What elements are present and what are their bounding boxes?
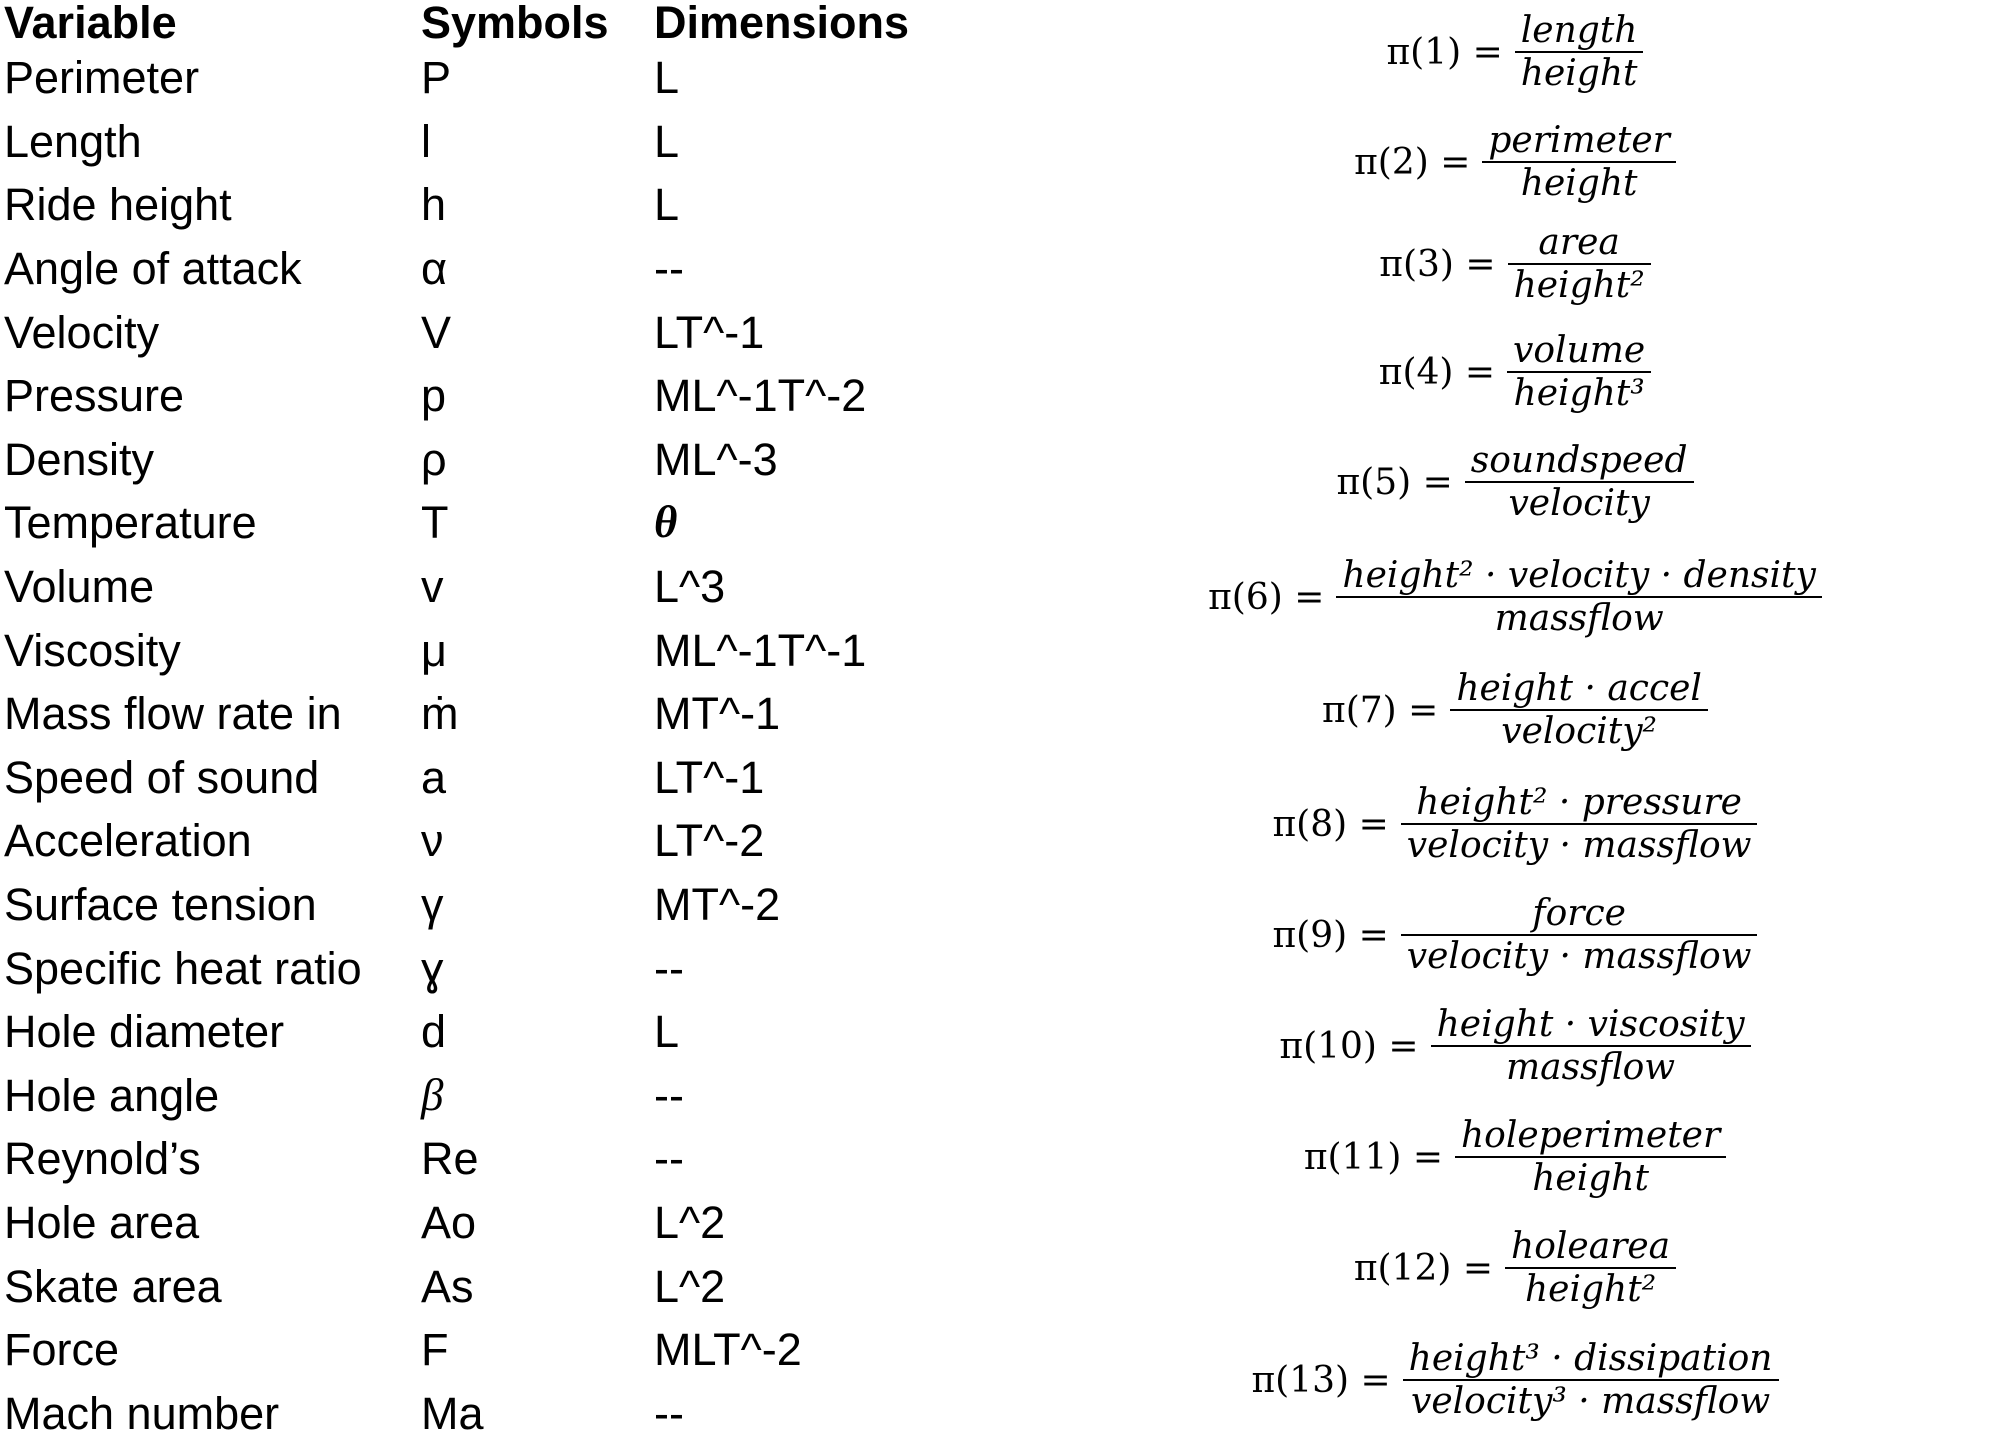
dimension-cell: --	[654, 1069, 684, 1121]
formula-lhs: π(6) =	[1208, 576, 1325, 618]
table-row	[0, 1254, 960, 1318]
variable-cell: Density	[4, 433, 155, 485]
formula-lhs: π(11) =	[1303, 1136, 1443, 1178]
symbol-cell: ɣ	[421, 942, 444, 994]
variable-cell: Pressure	[4, 370, 185, 422]
table-row	[0, 1381, 960, 1445]
pi-formula	[1080, 222, 1950, 307]
fraction	[1336, 555, 1821, 640]
symbol-cell: ν	[421, 815, 444, 867]
formula-lhs: π(8) =	[1272, 803, 1389, 845]
table-row	[0, 555, 960, 619]
symbol-cell: d	[421, 1006, 447, 1058]
numerator: soundspeed	[1470, 440, 1688, 481]
symbol-cell: β	[421, 1069, 444, 1120]
table-row	[0, 173, 960, 237]
table-row	[0, 1318, 960, 1382]
fraction	[1507, 330, 1651, 415]
pi-formula	[1080, 1004, 1950, 1089]
dimension-cell: LT^-1	[654, 306, 765, 358]
dimension-cell: L^3	[654, 561, 726, 613]
variable-cell: Length	[4, 115, 142, 167]
pi-groups	[1180, 0, 1990, 1442]
variable-cell: Force	[4, 1324, 120, 1376]
fraction	[1482, 120, 1676, 205]
dimension-cell: LT^-1	[654, 751, 765, 803]
symbol-cell: h	[421, 179, 447, 231]
fraction	[1401, 893, 1758, 978]
variable-cell: Volume	[4, 561, 155, 613]
denominator: velocity · massflow	[1406, 936, 1752, 978]
denominator: height²	[1513, 265, 1645, 307]
symbol-cell: v	[421, 561, 444, 613]
table-row	[0, 491, 960, 555]
fraction	[1455, 1115, 1726, 1200]
pi-formula	[1080, 1115, 1950, 1200]
variable-cell: Speed of sound	[4, 751, 320, 803]
symbol-cell: F	[421, 1324, 449, 1376]
formula-lhs: π(7) =	[1322, 689, 1439, 731]
table-row	[0, 110, 960, 174]
numerator: force	[1532, 893, 1626, 934]
variable-cell: Mach number	[4, 1387, 280, 1439]
fraction	[1450, 668, 1708, 753]
denominator: massflow	[1506, 1047, 1676, 1089]
numerator: volume	[1513, 330, 1646, 371]
formula-lhs: π(3) =	[1379, 243, 1496, 285]
variable-cell: Reynold’s	[4, 1133, 201, 1185]
numerator: height³ · dissipation	[1408, 1338, 1773, 1379]
dimension-cell: L	[654, 1006, 680, 1058]
formula-lhs: π(12) =	[1353, 1247, 1494, 1289]
pi-formula	[1080, 120, 1950, 205]
variable-cell: Velocity	[4, 306, 160, 358]
dimension-cell: ML^-1T^-2	[654, 370, 867, 422]
dimension-cell: L^2	[654, 1196, 726, 1248]
variable-cell: Hole area	[4, 1196, 200, 1248]
pi-formula	[1080, 1226, 1950, 1311]
table-row	[0, 682, 960, 746]
pi-formula	[1080, 440, 1950, 525]
pi-formula	[1080, 1338, 1950, 1423]
variable-cell: Angle of attack	[4, 243, 302, 295]
pi-formula	[1080, 893, 1950, 978]
fraction	[1505, 1226, 1676, 1311]
dimension-cell: LT^-2	[654, 815, 765, 867]
numerator: holearea	[1511, 1226, 1671, 1267]
table-row	[0, 46, 960, 110]
dimension-cell: --	[654, 942, 684, 994]
pi-formula	[1080, 782, 1950, 867]
table-row	[0, 1191, 960, 1255]
formula-lhs: π(4) =	[1378, 351, 1496, 393]
variable-cell: Temperature	[4, 497, 257, 549]
symbol-cell: l	[421, 115, 431, 167]
variable-cell: Hole angle	[4, 1069, 220, 1121]
numerator: length	[1520, 10, 1638, 51]
variable-cell: Surface tension	[4, 879, 317, 931]
denominator: height²	[1525, 1269, 1657, 1311]
table-row	[0, 1064, 960, 1128]
table-row	[0, 746, 960, 810]
numerator: holeperimeter	[1461, 1115, 1721, 1156]
table-row	[0, 809, 960, 873]
table-body	[0, 46, 960, 1445]
symbol-cell: μ	[421, 624, 447, 676]
table-row	[0, 237, 960, 301]
denominator: height³	[1513, 373, 1645, 415]
numerator: height² · velocity · density	[1342, 555, 1816, 596]
symbol-cell: ρ	[421, 433, 447, 485]
symbol-cell: T	[421, 497, 449, 549]
table-row	[0, 873, 960, 937]
formula-lhs: π(5) =	[1336, 461, 1453, 503]
dimension-cell: L	[654, 115, 680, 167]
symbol-cell: P	[421, 52, 452, 104]
formula-lhs: π(13) =	[1251, 1359, 1391, 1401]
numerator: height · accel	[1456, 668, 1702, 709]
formula-lhs: π(9) =	[1272, 914, 1389, 956]
dimension-cell: MLT^-2	[654, 1324, 802, 1376]
dimension-cell: L	[654, 52, 680, 104]
symbol-cell: Ma	[421, 1387, 484, 1439]
fraction	[1431, 1004, 1751, 1089]
denominator: velocity³ · massflow	[1411, 1381, 1771, 1423]
dimension-cell: --	[654, 1387, 684, 1439]
dimension-cell: --	[654, 1133, 684, 1185]
fraction	[1508, 222, 1651, 307]
fraction	[1403, 1338, 1779, 1423]
dimension-cell: MT^-1	[654, 688, 781, 740]
dimension-cell: ML^-3	[654, 433, 778, 485]
variable-cell: Skate area	[4, 1260, 222, 1312]
symbol-cell: α	[421, 243, 448, 295]
variable-cell: Viscosity	[4, 624, 181, 676]
dimension-cell: ML^-1T^-1	[654, 624, 867, 676]
symbol-cell: As	[421, 1260, 474, 1312]
denominator: height	[1520, 53, 1638, 95]
pi-formula	[1080, 330, 1950, 415]
numerator: height² · pressure	[1416, 782, 1742, 823]
variable-cell: Ride height	[4, 179, 232, 231]
symbol-cell: ṁ	[421, 688, 459, 740]
numerator: area	[1538, 222, 1620, 263]
symbol-cell: a	[421, 751, 447, 803]
table-header-row	[0, 0, 960, 46]
variables-table	[0, 0, 960, 1445]
fraction	[1401, 782, 1758, 867]
formula-lhs: π(1) =	[1386, 31, 1503, 73]
header-symbols: Symbols	[421, 0, 609, 48]
symbol-cell: Ao	[421, 1196, 477, 1248]
denominator: velocity²	[1501, 711, 1657, 753]
denominator: velocity	[1508, 483, 1650, 525]
variable-cell: Perimeter	[4, 52, 200, 104]
variable-cell: Mass flow rate in	[4, 688, 342, 740]
table-row	[0, 364, 960, 428]
header-variable: Variable	[4, 0, 177, 48]
table-row	[0, 428, 960, 492]
symbol-cell: p	[421, 370, 447, 422]
pi-formula	[1080, 10, 1950, 95]
dimension-cell: L	[654, 179, 680, 231]
dimension-cell: θ	[654, 497, 678, 548]
table-row	[0, 1127, 960, 1191]
table-row	[0, 300, 960, 364]
symbol-cell: V	[421, 306, 452, 358]
dimension-cell: --	[654, 243, 684, 295]
pi-formula	[1080, 555, 1950, 640]
table-row	[0, 1000, 960, 1064]
variable-cell: Acceleration	[4, 815, 252, 867]
denominator: height	[1520, 163, 1638, 205]
dimension-cell: MT^-2	[654, 879, 781, 931]
numerator: perimeter	[1488, 120, 1670, 161]
variable-cell: Hole diameter	[4, 1006, 285, 1058]
header-dimensions: Dimensions	[654, 0, 910, 48]
dimension-cell: L^2	[654, 1260, 726, 1312]
table-row	[0, 936, 960, 1000]
fraction	[1515, 10, 1644, 95]
formula-lhs: π(2) =	[1354, 141, 1471, 183]
symbol-cell: γ	[421, 879, 444, 931]
fraction	[1465, 440, 1694, 525]
denominator: massflow	[1494, 598, 1664, 640]
formula-lhs: π(10) =	[1279, 1025, 1419, 1067]
denominator: height	[1532, 1158, 1649, 1200]
denominator: velocity · massflow	[1406, 825, 1752, 867]
variable-cell: Specific heat ratio	[4, 942, 362, 994]
numerator: height · viscosity	[1436, 1004, 1745, 1045]
pi-formula	[1080, 668, 1950, 753]
symbol-cell: Re	[421, 1133, 479, 1185]
table-row	[0, 618, 960, 682]
